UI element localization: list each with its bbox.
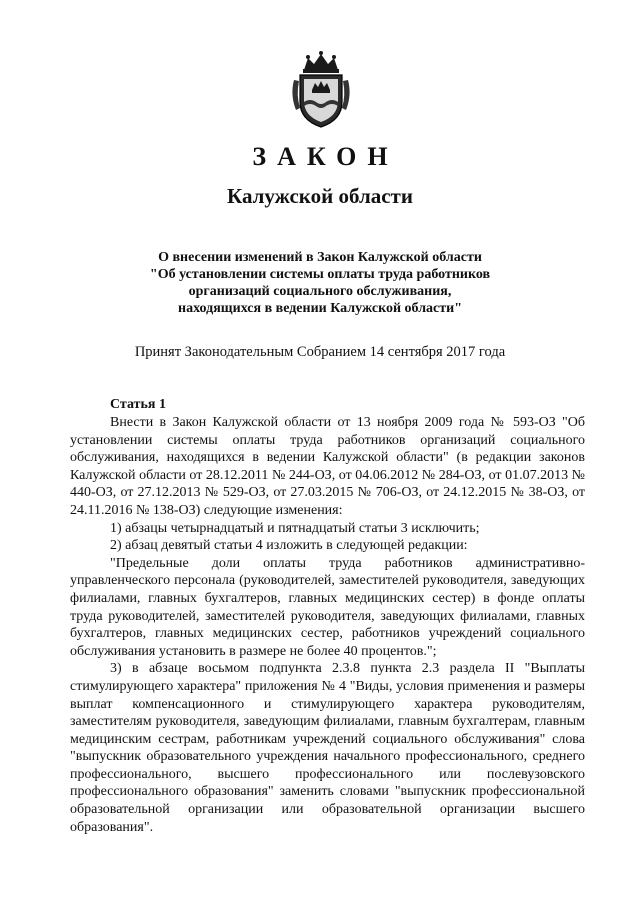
law-title-line: "Об установлении системы оплаты труда работников	[149, 267, 491, 282]
article-paragraph: 3) в абзаце восьмом подпункта 2.3.8 пункта 2.3 раздела II "Выплаты стимулирующего характера" приложения № 4 "Виды, условия применения и размеры выплат компенсационного и стимулирующего характера руководителям, заместителям руководителя, заведующим филиалами, главным бухгалтерам, главным медицинским сестрам, работникам учреждений социального обслуживания" слова "выпускник образовательного учреждения начального профессионального, среднего профессионального, высшего профессионального или послевузовского профессионального образования" заменить словами "выпускник профессиональной образовательной организации или образовательной организации высшего образования".	[70, 661, 585, 835]
article-heading: Статья 1	[110, 397, 166, 412]
coat-of-arms-icon	[290, 50, 352, 130]
article-paragraph: 1) абзацы четырнадцатый и пятнадцатый статьи 3 исключить;	[110, 520, 480, 536]
article-paragraph: 2) абзац девятый статьи 4 изложить в следующей редакции:	[110, 538, 468, 554]
region-name: Калужской области	[227, 184, 413, 208]
law-title-line: находящихся в ведении Калужской области"	[178, 301, 462, 316]
adoption-statement: Принят Законодательным Собранием 14 сентября 2017 года	[134, 344, 506, 360]
law-title	[100, 249, 540, 317]
law-title-line: О внесении изменений в Закон Калужской области	[158, 250, 482, 265]
law-heading: ЗАКОН	[252, 142, 399, 171]
article-paragraph: "Предельные доли оплаты труда работников административно-управленческого персонала (руководителей, заместителей руководителя, заведующих филиалами, главных бухгалтеров, главных медицинских сестер) в фонде оплаты труда руководителей, заместителей руководителя, заведующих филиалами, главных бухгалтеров, главных медицинских сестер, работников учреждений социального обслуживания установить в размере не более 40 процентов.";	[70, 555, 585, 659]
article-body	[70, 414, 585, 836]
law-title-line: организаций социального обслуживания,	[188, 284, 452, 299]
article-paragraph: Внести в Закон Калужской области от 13 ноября 2009 года № 593-ОЗ "Об установлении системы оплаты труда работников организаций социального обслуживания, находящихся в ведении Калужской области" (в редакции законов Калужской области от 28.12.2011 № 244-ОЗ, от 04.06.2012 № 284-ОЗ, от 01.07.2013 № 440-ОЗ, от 27.12.2013 № 529-ОЗ, от 27.03.2015 № 706-ОЗ, от 24.12.2015 № 38-ОЗ, от 24.11.2016 № 138-ОЗ) следующие изменения:	[70, 415, 585, 518]
